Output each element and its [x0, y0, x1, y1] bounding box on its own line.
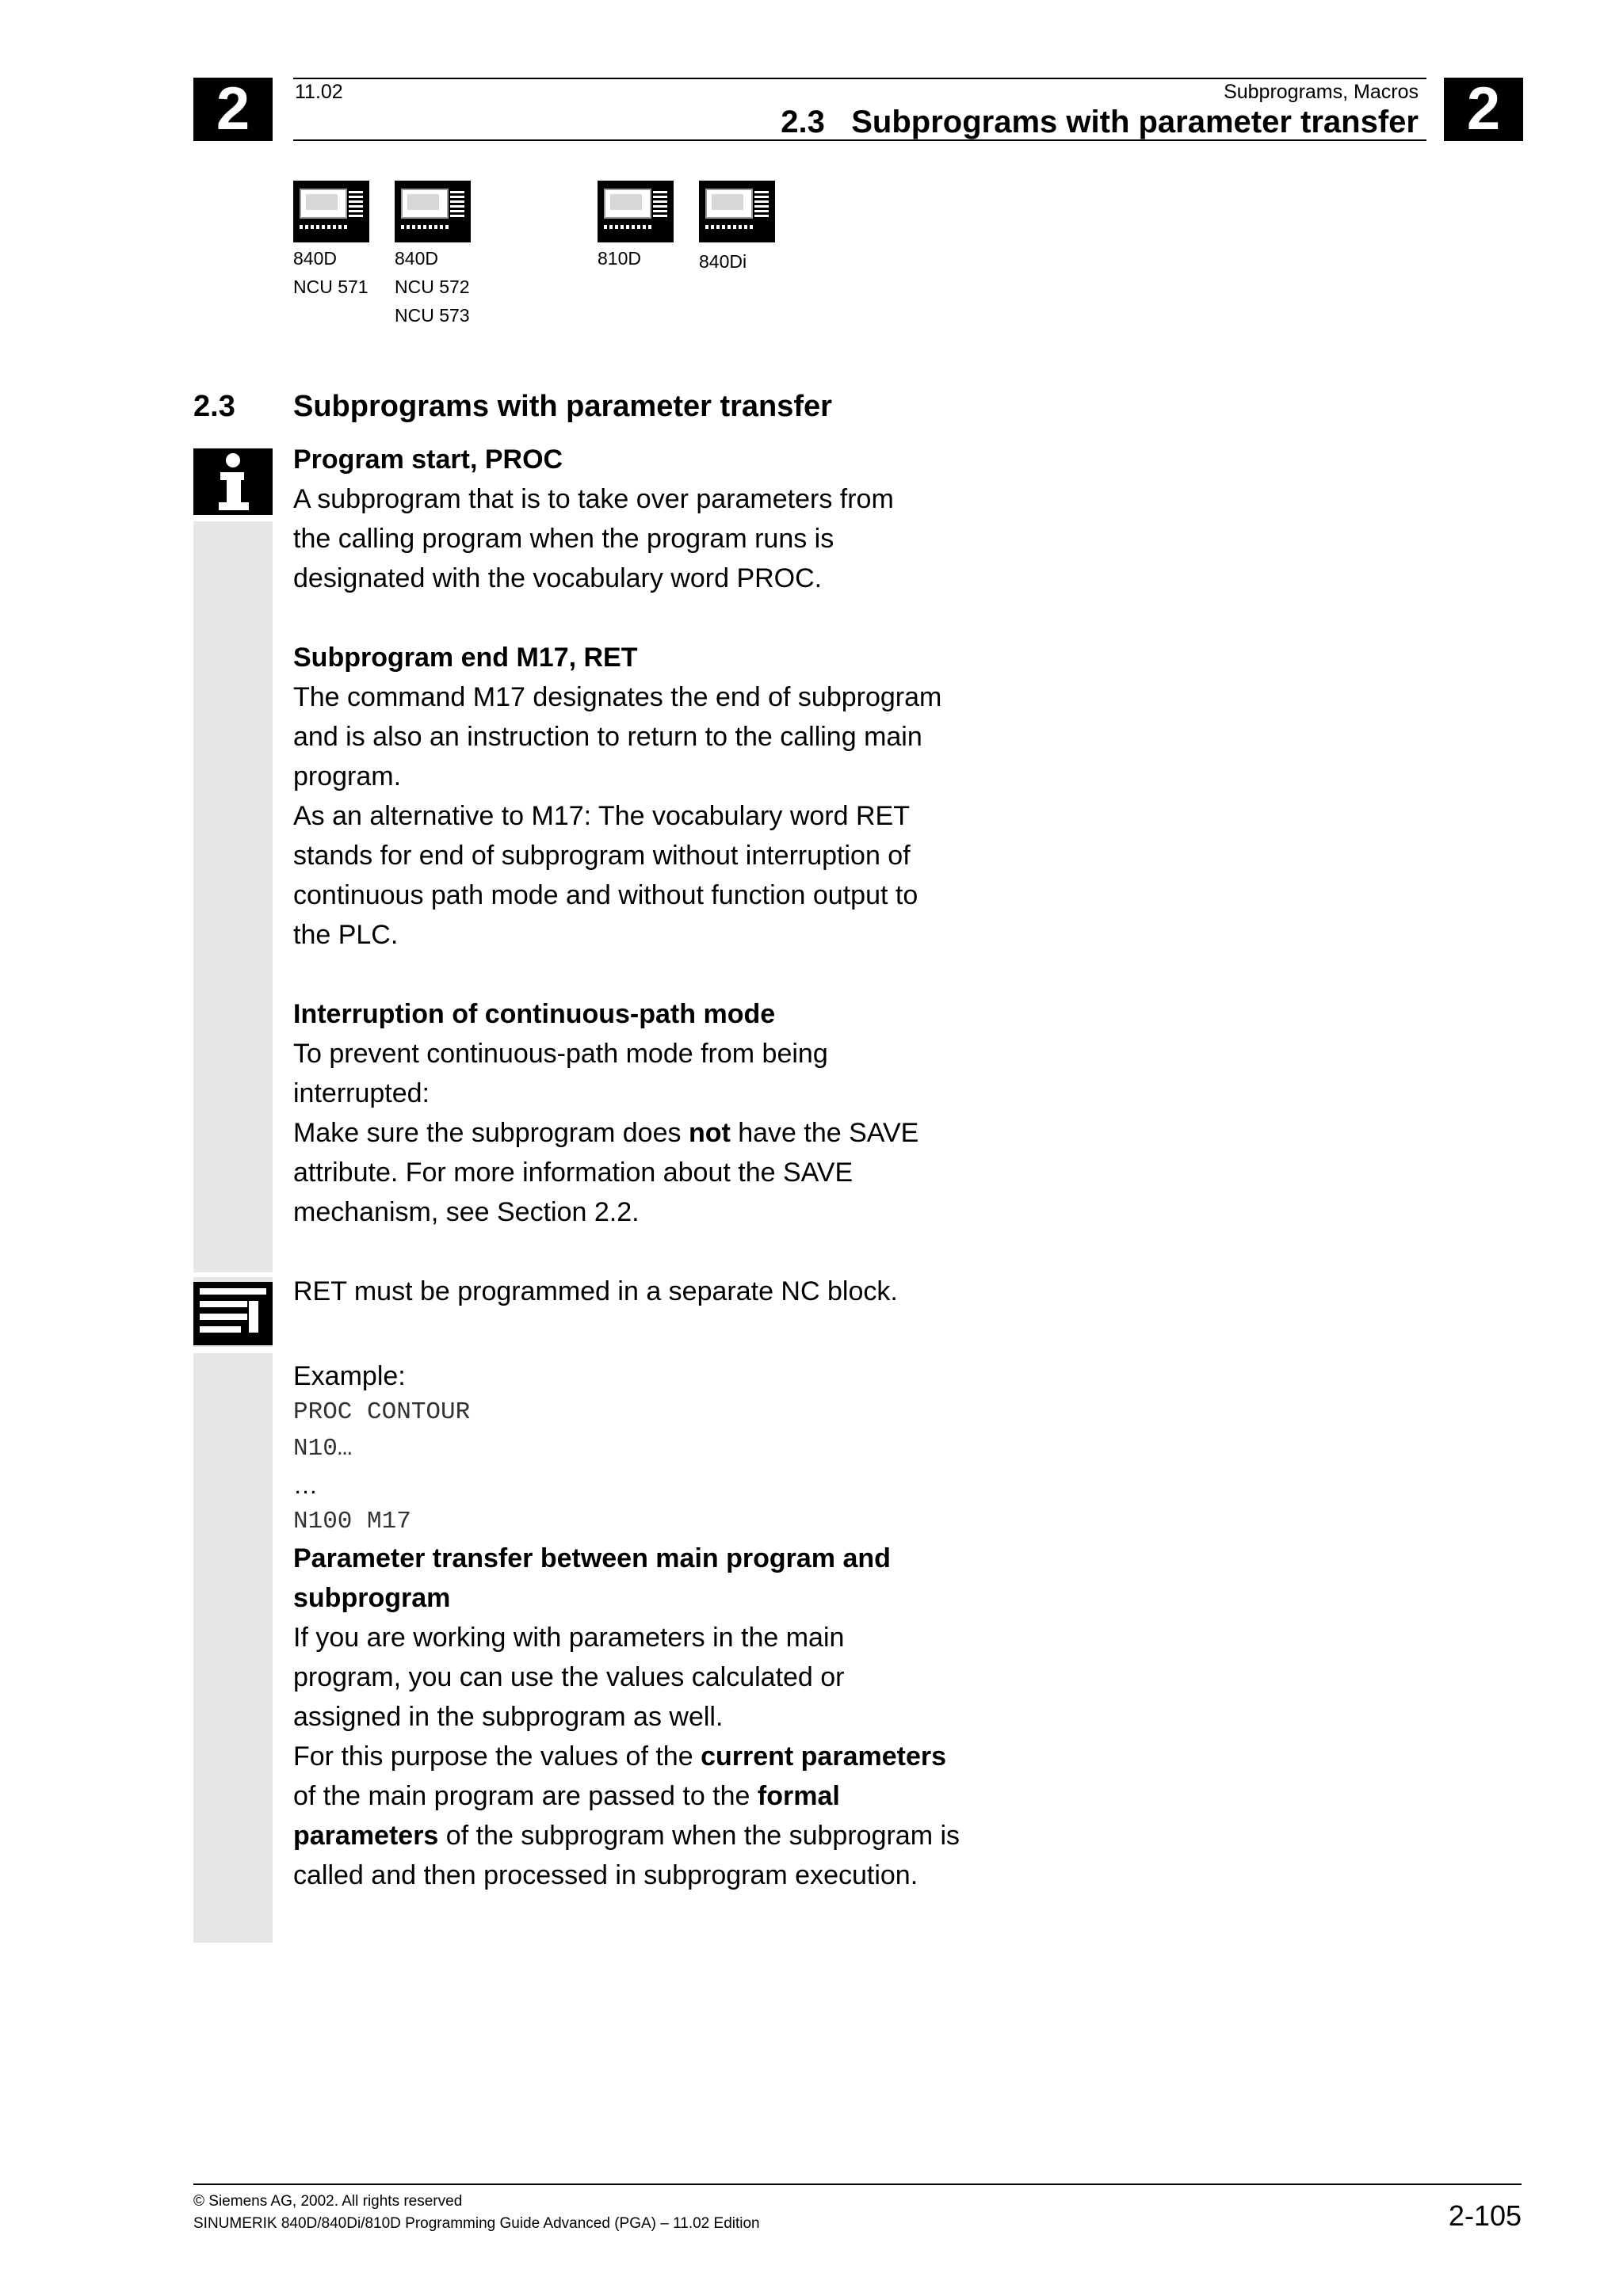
footer-rule: [193, 2183, 1522, 2185]
section-number: 2.3: [193, 390, 235, 423]
text-line: assigned in the subprogram as well.: [293, 1702, 724, 1732]
text-line: the PLC.: [293, 920, 399, 950]
header-bottom-rule: [293, 139, 1426, 141]
heading-program-start: Program start, PROC: [293, 444, 563, 475]
block-subprogram-end: [293, 638, 991, 955]
note-margin-bar: [193, 1353, 273, 1943]
emphasis-parameters: parameters: [293, 1821, 439, 1851]
block-program-start: [293, 440, 991, 598]
code-line: N100 M17: [293, 1508, 411, 1535]
header-section-title: [781, 105, 1419, 140]
text-line: A subprogram that is to take over parameters from: [293, 484, 894, 514]
control-label-3: 810D: [598, 248, 641, 269]
text-line: mechanism, see Section 2.2.: [293, 1197, 640, 1227]
example-label: Example:: [293, 1361, 406, 1391]
block-continuous-path: [293, 994, 991, 1232]
control-panel-icon-840di: [699, 181, 775, 242]
heading-subprogram-end: Subprogram end M17, RET: [293, 643, 638, 673]
code-line: N10…: [293, 1435, 353, 1463]
text-line: As an alternative to M17: The vocabulary word RET: [293, 801, 910, 831]
info-margin-bar: [193, 521, 273, 1272]
block-parameter-transfer: [293, 1539, 991, 1895]
control-label-4: 840Di: [699, 251, 747, 272]
text-line: the calling program when the program runs is: [293, 524, 834, 554]
control-panel-icon-810d: [598, 181, 674, 242]
code-ellipsis: …: [293, 1471, 318, 1499]
header-chapter-title: Subprograms, Macros: [1224, 81, 1419, 103]
info-icon: [193, 448, 273, 515]
control-label-2: 840D NCU 572 NCU 573: [395, 248, 470, 326]
text-line: stands for end of subprogram without interruption of: [293, 841, 911, 871]
control-panel-icon-840d-ncu571: [293, 181, 369, 242]
text-line: To prevent continuous-path mode from being: [293, 1039, 828, 1069]
code-line: PROC CONTOUR: [293, 1398, 471, 1426]
text-line: continuous path mode and without function output to: [293, 880, 918, 910]
control-panel-icon-840d-ncu572: [395, 181, 471, 242]
text-line: program, you can use the values calculated or: [293, 1662, 845, 1692]
text-line: called and then processed in subprogram execution.: [293, 1860, 918, 1890]
text-line: program.: [293, 761, 402, 791]
heading-parameter-transfer-cont: subprogram: [293, 1583, 451, 1613]
control-label-1: 840D NCU 571: [293, 248, 369, 297]
section-title: Subprograms with parameter transfer: [293, 390, 832, 423]
heading-parameter-transfer: Parameter transfer between main program and: [293, 1543, 891, 1573]
text-line: and is also an instruction to return to the calling main: [293, 722, 922, 752]
header-date: 11.02: [295, 81, 343, 103]
footer-copyright: © Siemens AG, 2002. All rights reserved: [193, 2193, 463, 2210]
example-code: [293, 1394, 991, 1540]
chapter-number-box-right: 2: [1444, 78, 1523, 141]
footer-manual-title: SINUMERIK 840D/840Di/810D Programming Guide Advanced (PGA) – 11.02 Edition: [193, 2215, 760, 2232]
note-text: RET must be programmed in a separate NC block.: [293, 1276, 898, 1306]
header-section-number: 2.3: [781, 105, 825, 139]
text-line: attribute. For more information about the SAVE: [293, 1158, 854, 1188]
emphasis-current-parameters: current parameters: [701, 1741, 946, 1772]
emphasis-not: not: [688, 1118, 731, 1148]
text-line: of the main program are passed to the formal: [293, 1781, 840, 1811]
heading-continuous-path: Interruption of continuous-path mode: [293, 999, 776, 1029]
text-line: The command M17 designates the end of subprogram: [293, 682, 942, 712]
text-line: Make sure the subprogram does not have the SAVE: [293, 1118, 919, 1148]
text-line: For this purpose the values of the current parameters: [293, 1741, 946, 1772]
emphasis-formal: formal: [757, 1781, 840, 1811]
text-line: parameters of the subprogram when the subprogram is: [293, 1821, 960, 1851]
header-section-text: Subprograms with parameter transfer: [851, 105, 1419, 139]
text-line: If you are working with parameters in the main: [293, 1623, 845, 1653]
text-line: designated with the vocabulary word PROC.: [293, 563, 823, 593]
header-top-rule: [293, 78, 1426, 79]
footer-page-number: 2-105: [1448, 2199, 1522, 2232]
chapter-number-box-left: 2: [193, 78, 273, 141]
text-line: interrupted:: [293, 1078, 430, 1108]
pointing-hand-icon: [193, 1277, 273, 1347]
